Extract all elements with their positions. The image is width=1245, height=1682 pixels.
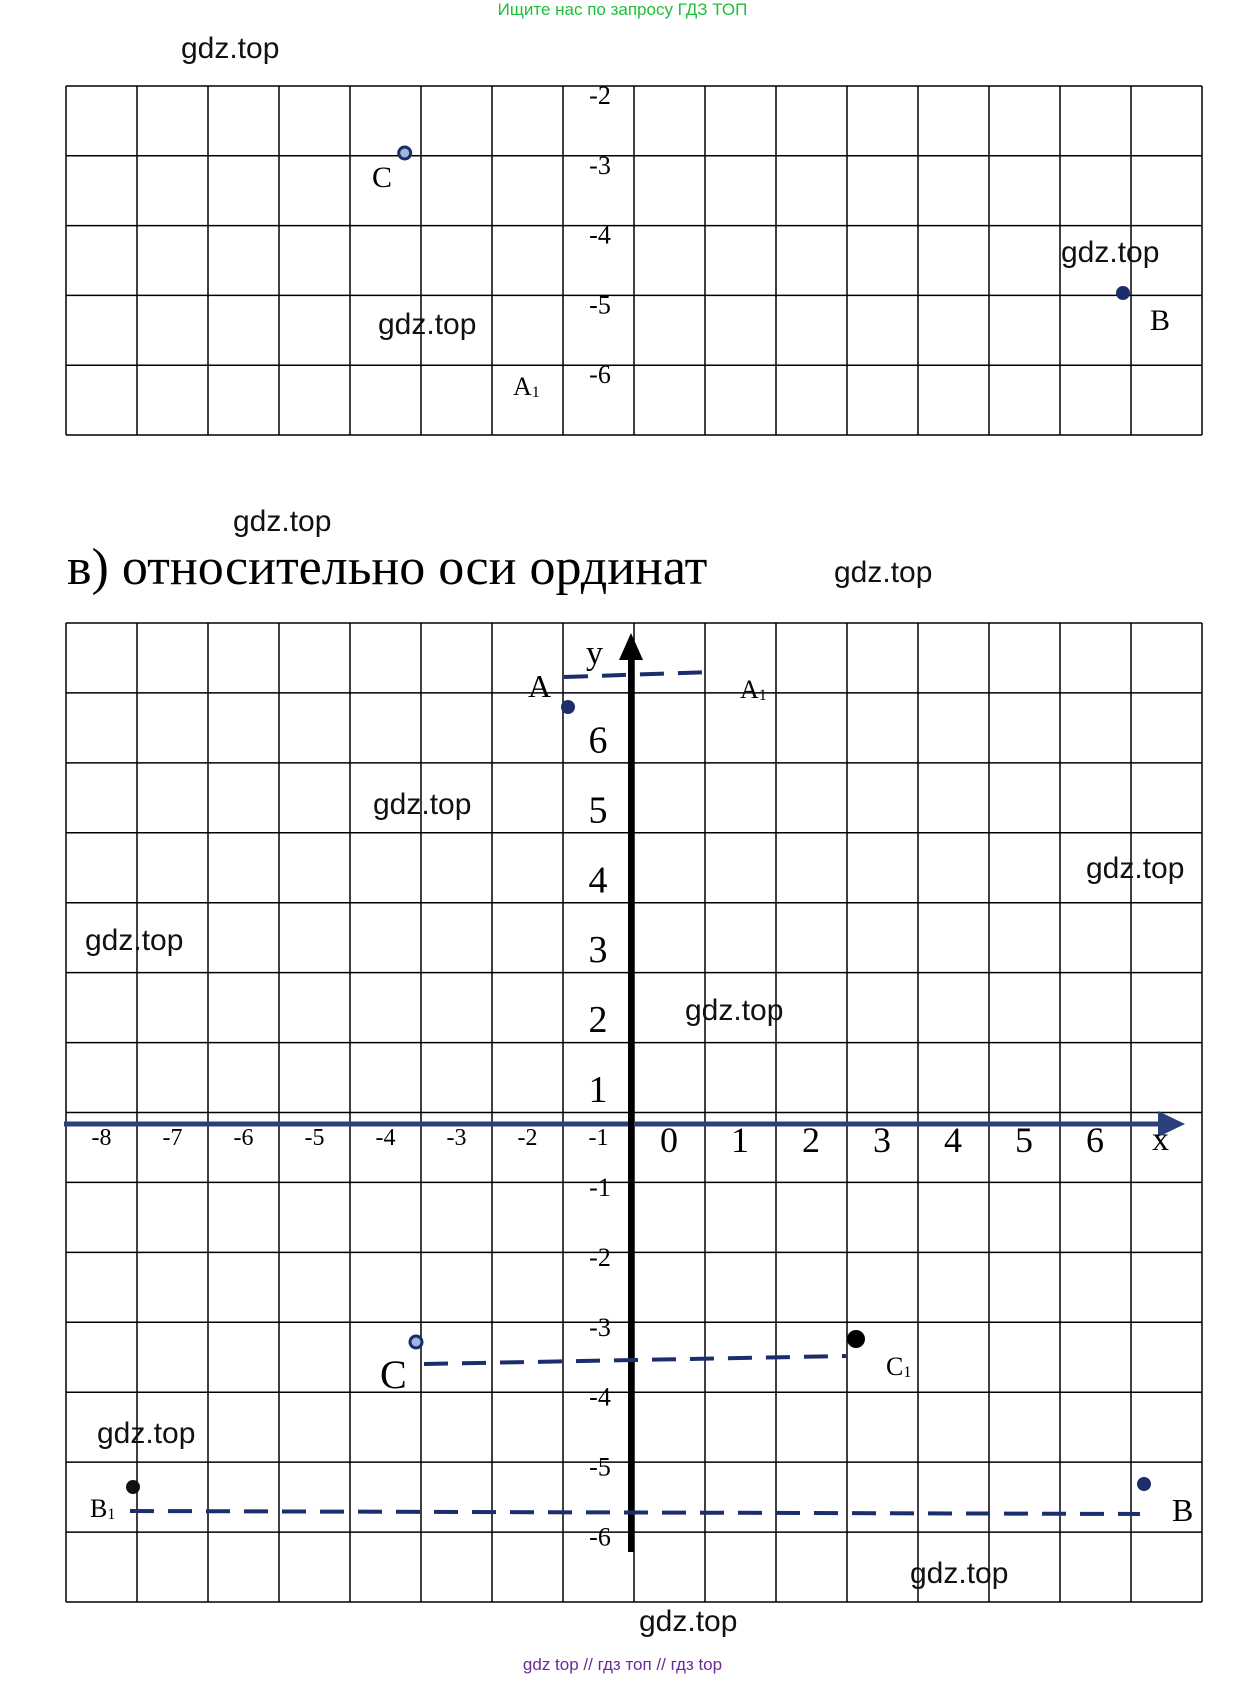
x-axis-label: x [1152, 1121, 1169, 1158]
y-tick-label: -2 [589, 1242, 611, 1272]
x-tick-label: -3 [446, 1125, 467, 1151]
y-tick-label: -1 [589, 1172, 611, 1202]
x-tick-label: 4 [944, 1120, 962, 1160]
y-tick-label: -5 [589, 1452, 611, 1482]
x-tick-label: 5 [1015, 1120, 1033, 1160]
section-heading: в) относительно оси ординат [67, 539, 708, 596]
point-B [1137, 1477, 1151, 1491]
point-C [399, 147, 411, 159]
y-tick-label: 6 [588, 719, 608, 762]
x-tick-label: 0 [660, 1120, 678, 1160]
watermark: gdz.top [1061, 236, 1160, 269]
x-tick-label: 1 [731, 1120, 749, 1160]
y-tick-label: -4 [589, 1382, 611, 1412]
promo-banner[interactable]: Ищите нас по запросу ГДЗ ТОП [497, 0, 748, 19]
x-tick-label: -4 [375, 1125, 396, 1151]
watermark: gdz.top [97, 1417, 196, 1450]
y-tick-label: -6 [589, 360, 611, 390]
x-tick-label: -5 [304, 1125, 325, 1151]
point-label-B: B [1150, 304, 1171, 337]
watermark: gdz.top [639, 1605, 738, 1638]
point-label-A1: A1 [740, 675, 767, 704]
y-tick-label: 5 [588, 789, 608, 832]
watermark: gdz.top [373, 788, 472, 821]
point-label-B: B [1172, 1492, 1194, 1528]
watermark: gdz.top [233, 505, 332, 538]
watermark: gdz.top [834, 556, 933, 589]
x-tick-label: -8 [91, 1125, 112, 1151]
x-tick-label: 6 [1086, 1120, 1104, 1160]
point-label-A: A [528, 668, 552, 704]
x-tick-label: -1 [588, 1125, 609, 1151]
point-label-B1: B1 [90, 1494, 116, 1523]
point-B [1116, 286, 1130, 300]
point-label-A1: A1 [513, 372, 540, 401]
y-tick-label: -6 [589, 1522, 611, 1552]
y-axis-label: y [586, 635, 603, 672]
top-gridlines [66, 86, 1202, 435]
y-tick-label: 3 [588, 929, 608, 972]
y-tick-label: 2 [588, 999, 608, 1042]
point-A [561, 700, 575, 714]
watermark: gdz.top [910, 1557, 1009, 1590]
y-tick-label: -3 [589, 150, 611, 180]
watermark: gdz.top [685, 994, 784, 1027]
y-tick-label: 4 [588, 859, 608, 902]
watermark: gdz.top [181, 32, 280, 65]
dashed-segment-A-A1 [564, 672, 712, 677]
y-tick-label: -5 [589, 290, 611, 320]
watermark: gdz.top [85, 924, 184, 957]
y-axis-arrow [619, 633, 643, 660]
y-tick-label: -3 [589, 1312, 611, 1342]
point-B1 [126, 1480, 140, 1494]
x-tick-label: 2 [802, 1120, 820, 1160]
y-tick-label: 1 [588, 1069, 608, 1112]
point-C [410, 1336, 422, 1348]
dashed-segment-C-C1 [424, 1356, 846, 1364]
x-tick-label: -7 [162, 1125, 183, 1151]
watermark: gdz.top [378, 308, 477, 341]
x-tick-label: -6 [233, 1125, 254, 1151]
point-label-C: C [372, 161, 393, 194]
footer-links[interactable]: gdz top // гдз топ // гдз top [522, 1655, 723, 1674]
x-tick-label: 3 [873, 1120, 891, 1160]
point-C1 [847, 1330, 865, 1348]
y-tick-label: -2 [589, 81, 611, 110]
point-label-C1: C1 [886, 1352, 912, 1381]
y-tick-label: -4 [589, 220, 611, 250]
x-tick-label: -2 [517, 1125, 538, 1151]
watermark: gdz.top [1086, 852, 1185, 885]
point-label-C: C [380, 1352, 407, 1397]
